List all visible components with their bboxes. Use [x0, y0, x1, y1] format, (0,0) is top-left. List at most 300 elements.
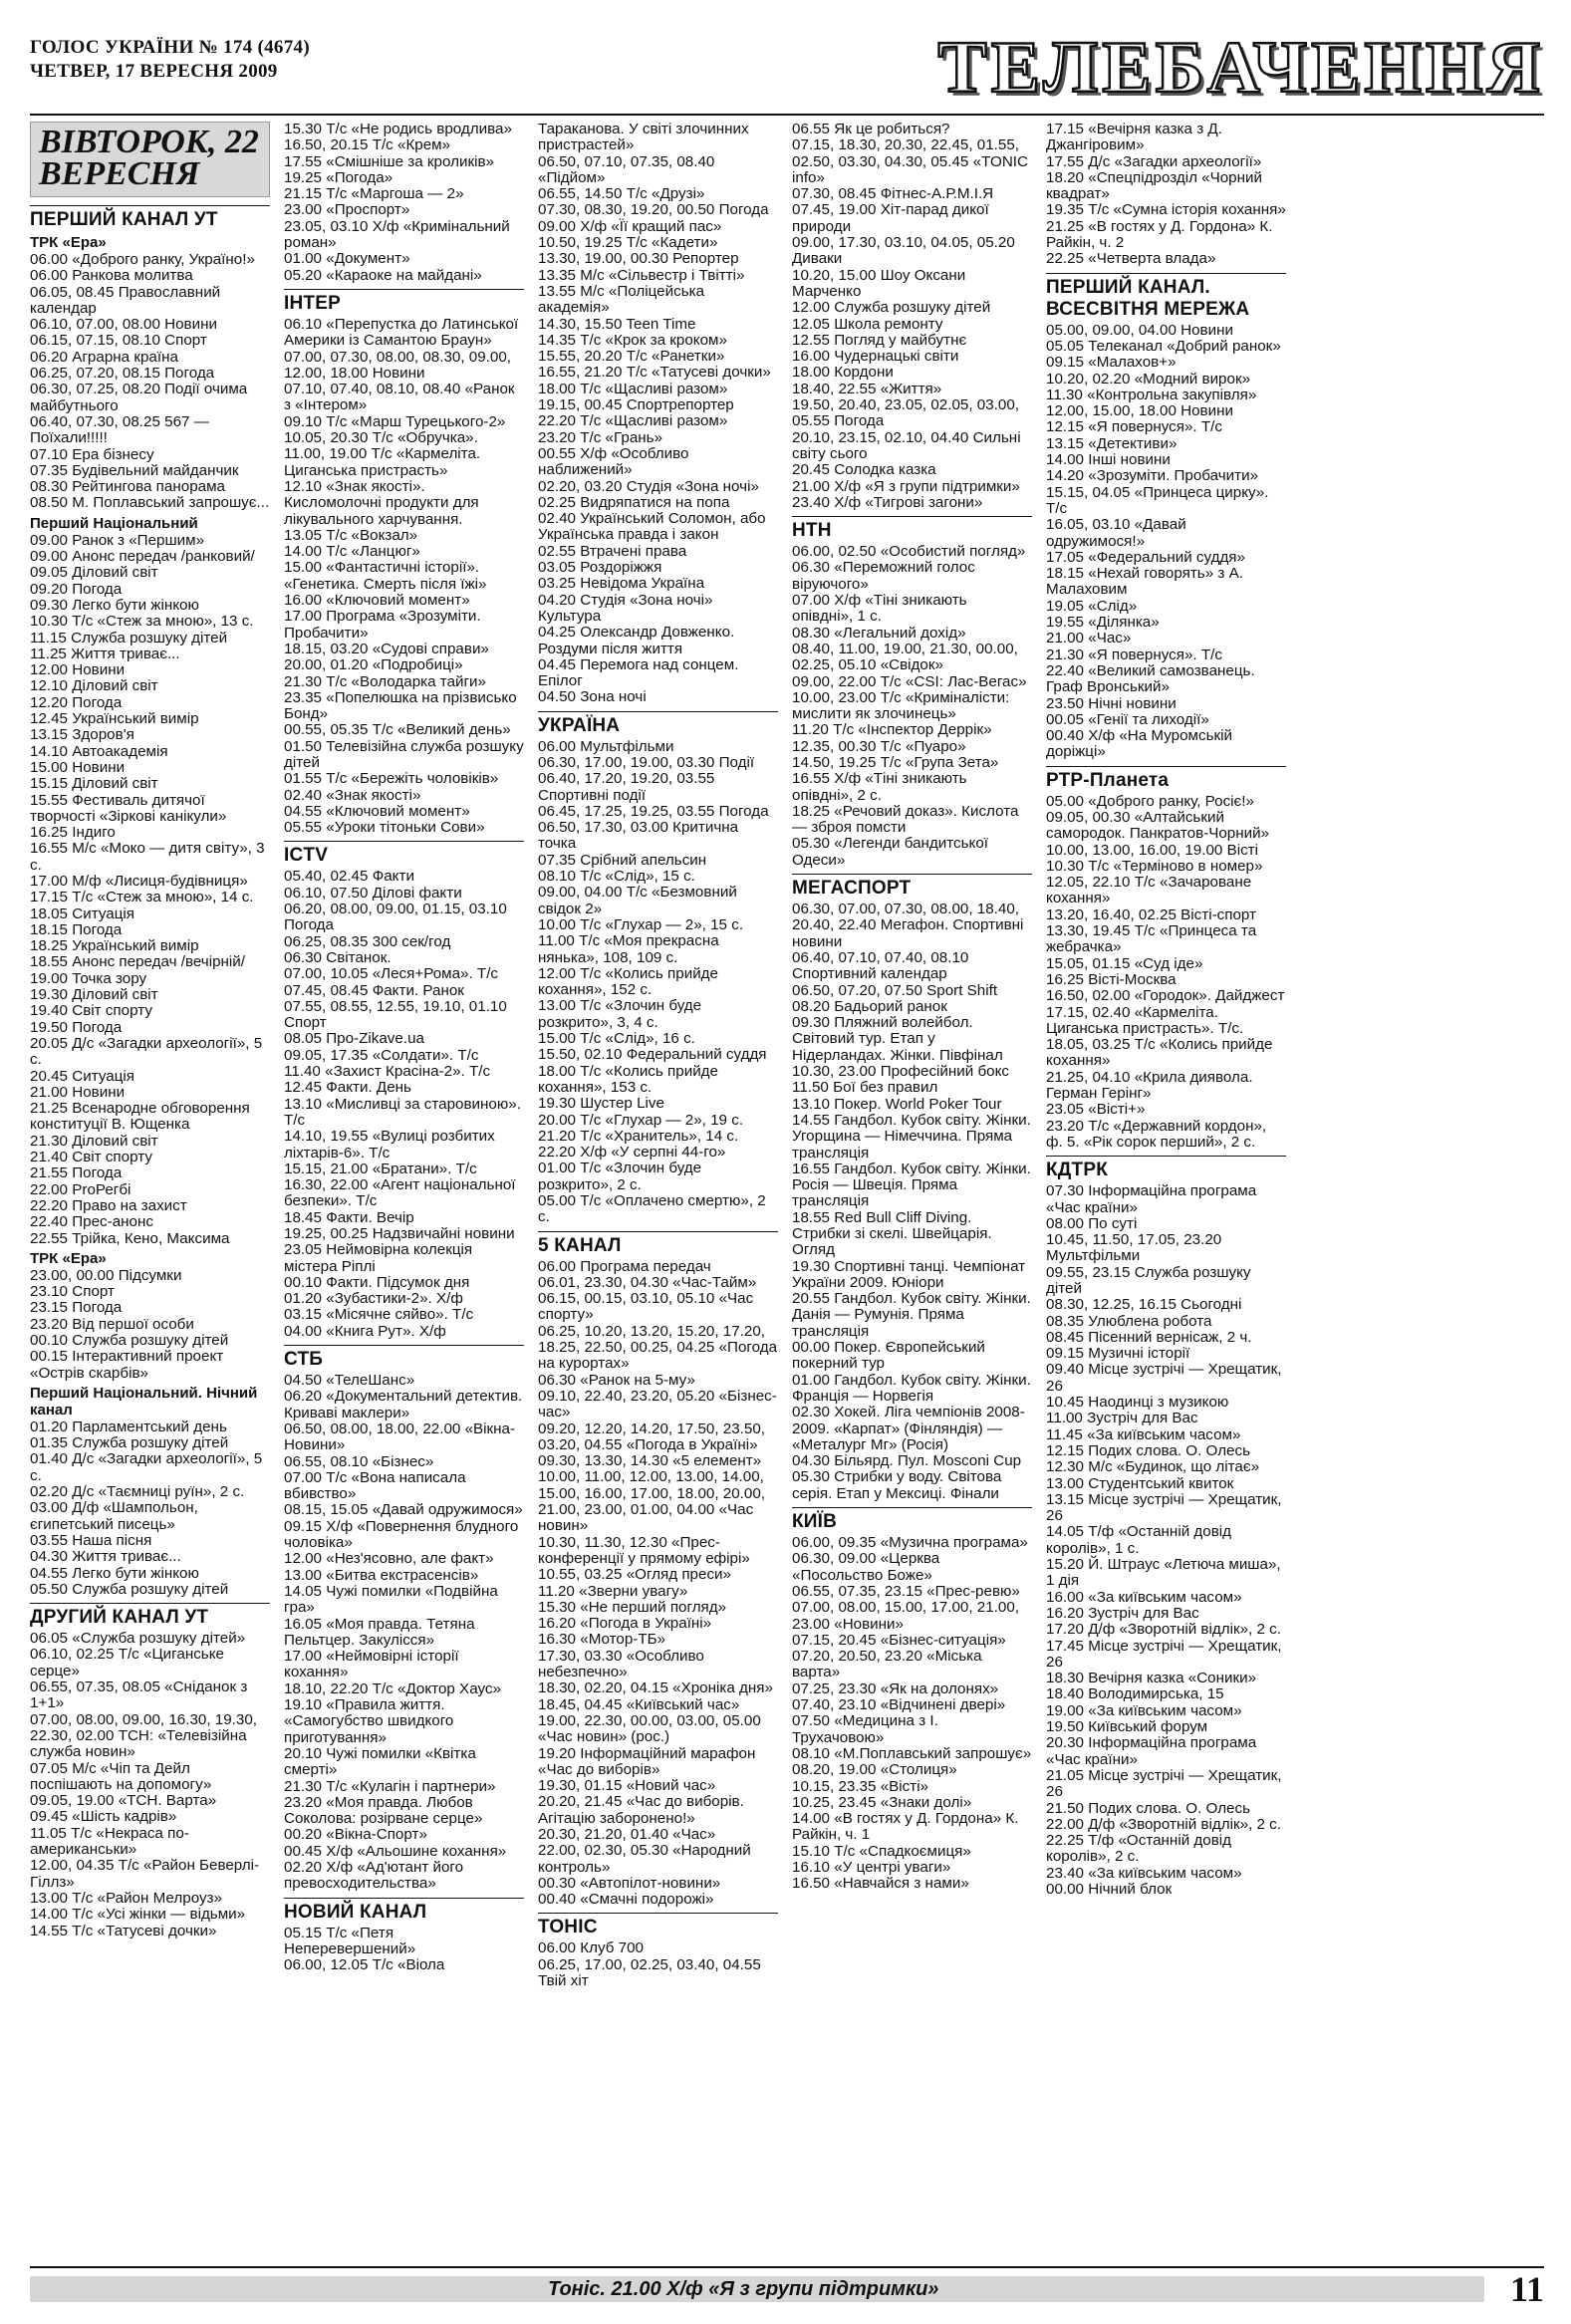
program-title: Трійка, Кено, Максима [72, 1229, 230, 1247]
program-title: Солодка казка [834, 461, 936, 479]
channel-heading: СТБ [284, 1345, 524, 1371]
airtime: 16.00 [792, 348, 831, 366]
airtime: 08.00 [1046, 1214, 1085, 1232]
program-title: Д/ф «Шампольон, єгипетський писець» [30, 1499, 198, 1533]
listing-entry [792, 479, 1032, 495]
listing-entry [1046, 1639, 1286, 1672]
program-title: Наша пісня [72, 1531, 152, 1549]
program-title: Пляжний волейбол. Світовий тур. Етап у Нідерландах. Жінки. Півфінал [792, 1014, 1003, 1064]
channel-heading: МЕГАСПОРТ [792, 874, 1032, 900]
airtime: 10.45 [1046, 1394, 1085, 1412]
program-title: Погода [72, 580, 123, 598]
listing-entry [30, 1712, 270, 1761]
program-title: Український вимір [72, 710, 199, 728]
airtime: 23.00, 00.00 [30, 1266, 115, 1284]
program-title: «Погода» [326, 168, 393, 186]
airtime: 18.15 [30, 920, 69, 938]
airtime: 04.00 [284, 1322, 323, 1340]
airtime: 05.15 [284, 1924, 323, 1941]
listing-entry [284, 804, 524, 820]
program-title: Т/с «Моя прекрасна нянька», 108, 109 с. [538, 932, 719, 966]
program-title: «Неймовірні історії кохання» [284, 1648, 459, 1681]
program-title: «Знак якості» [326, 786, 421, 804]
airtime: 16.50, 02.00 [1046, 987, 1131, 1005]
listing-entry [1046, 1330, 1286, 1346]
airtime: 07.15, 18.30, 20.30, 22.45, 01.55, 02.50, 03.30, 04.30, 05.45 [792, 136, 1020, 170]
airtime: 21.30 [1046, 646, 1085, 663]
program-title: «Легенди бандитської Одеси» [792, 835, 989, 869]
listing-entry [30, 1182, 270, 1198]
program-title: Репортер [672, 250, 739, 268]
listing-entry [1046, 647, 1286, 663]
airtime: 23.20 [30, 1315, 69, 1333]
program-title: Т/с «Бережіть чоловіків» [326, 770, 499, 788]
listing-entry [792, 1259, 1032, 1292]
airtime: 22.25 [1046, 1832, 1085, 1850]
airtime: 14.05 [284, 1582, 323, 1600]
airtime: 06.15, 07.15, 08.10 [30, 332, 160, 350]
listing-entry [30, 1679, 270, 1712]
program-title: Т/с «Віола [372, 1956, 445, 1974]
program-title: «Шість кадрів» [72, 1808, 177, 1826]
program-title: «TONIC info» [792, 152, 1028, 186]
airtime: 00.05 [1046, 710, 1085, 728]
listing-entry [538, 235, 778, 251]
airtime: 19.50, 20.40, 23.05, 02.05, 03.00, 05.55 [792, 396, 1020, 430]
program-title: Анонс передач /ранковий/ [72, 548, 255, 566]
listing-entry [284, 1746, 524, 1779]
program-title: Студія «Зона ночі» [626, 477, 759, 495]
program-title: «Речовий доказ». Кислота — зброя помсти [792, 802, 1019, 837]
program-title: Т/с «Грань» [580, 428, 663, 446]
program-title: Д/ф «Зворотній відлік», 2 с. [1088, 1621, 1281, 1639]
channel-heading: ТОНІС [538, 1913, 778, 1938]
airtime: 18.55 [792, 1208, 831, 1226]
program-title: «Проспорт» [326, 201, 410, 219]
program-title: Наодинці з музикою [1088, 1394, 1229, 1412]
listing-entry [284, 1275, 524, 1291]
listing-entry [538, 1324, 778, 1373]
airtime: 23.05 [1046, 1101, 1085, 1119]
listing-entry [538, 917, 778, 933]
listing-entry [30, 1907, 270, 1923]
airtime: 17.15 [1046, 122, 1085, 137]
listing-entry [30, 598, 270, 614]
listing-entry [30, 727, 270, 743]
page-number: 11 [1509, 2269, 1544, 2309]
listing-entry [284, 1307, 524, 1323]
listing-entry [792, 1453, 1032, 1469]
airtime: 04.50 [284, 1372, 323, 1390]
listing-entry [538, 1453, 778, 1469]
listing-entry [284, 966, 524, 982]
airtime: 10.50, 19.25 [538, 234, 623, 252]
program-title: Як це робиться? [834, 122, 950, 137]
program-title: Х/ф «Особливо наближений» [538, 444, 689, 479]
listing-entry [538, 1047, 778, 1063]
airtime: 17.00 [284, 608, 323, 626]
airtime: 06.00 [538, 1939, 577, 1957]
program-title: Срібний апельсин [580, 851, 707, 869]
program-title: Х/ф «Тіні зникають опівдні», 2 с. [792, 770, 967, 804]
listing-entry [284, 170, 524, 186]
airtime: 17.05 [1046, 548, 1085, 566]
listing-entry [1046, 1476, 1286, 1492]
listing-entry [284, 869, 524, 885]
listing-entry [284, 1242, 524, 1275]
airtime: 08.30 [792, 624, 831, 642]
airtime: 12.10 [30, 677, 69, 695]
program-title: Х/ф «Кримінальний роман» [284, 217, 510, 252]
airtime: 02.20 [284, 1858, 323, 1876]
program-title: «Свідок» [880, 656, 943, 674]
listing-entry [1046, 1232, 1286, 1265]
airtime: 09.20 [30, 580, 69, 598]
listing-entry [284, 382, 524, 414]
airtime: 07.05 [30, 1759, 69, 1777]
listing-entry [538, 1193, 778, 1226]
airtime: 00.40 [538, 1891, 577, 1909]
listing-entry [792, 1860, 1032, 1876]
listing-entry [30, 495, 270, 511]
program-title: Діловий світ [72, 775, 158, 793]
listing-entry [30, 825, 270, 841]
listing-entry [792, 1373, 1032, 1406]
program-title: Інші новини [1088, 451, 1171, 469]
program-title: Х/ф «У серпні 44-го» [580, 1144, 726, 1162]
airtime: 19.30 [538, 1095, 577, 1113]
airtime: 06.00, 12.05 [284, 1956, 369, 1974]
listing-entry [792, 690, 1032, 723]
airtime: 01.00 [538, 1160, 577, 1177]
program-title: «Вечірня казка з Д. Джангіровим» [1046, 122, 1222, 154]
listing-entry [284, 1470, 524, 1503]
program-title: 567 — Поїхали!!!!! [30, 412, 209, 447]
listing-entry [1046, 728, 1286, 761]
listing-entry [1046, 251, 1286, 267]
listing-entry [30, 1085, 270, 1101]
program-title: Діловий світ [72, 677, 158, 695]
listing-entry [538, 657, 778, 690]
listing-entry [792, 1762, 1032, 1778]
airtime: 08.20 [792, 997, 831, 1015]
listing-entry [538, 755, 778, 771]
listing-entry [792, 1633, 1032, 1649]
airtime: 15.10 [792, 1842, 831, 1860]
program-title: Неймовірна колекція містера Ріплі [284, 1241, 473, 1275]
program-title: «Детективи» [1088, 434, 1178, 452]
airtime: 13.35 [538, 266, 577, 284]
program-title: Інформаційний марафон «Час до виборів» [538, 1744, 756, 1778]
program-title: Т/ф «Останній довід королів», 2 с. [1046, 1832, 1232, 1866]
program-title: Події очима майбутнього [30, 381, 248, 414]
airtime: 12.00 [284, 1550, 323, 1568]
airtime: 07.10 [30, 445, 69, 463]
airtime: 06.30 [792, 559, 831, 577]
listing-entry [792, 739, 1032, 755]
airtime: 04.25 [538, 624, 577, 642]
listing-entry [538, 1827, 778, 1843]
airtime: 10.00, 23.00 [792, 688, 877, 706]
listing-entry [538, 1259, 778, 1275]
listing-entry [284, 674, 524, 690]
airtime: 16.05, 03.10 [1046, 516, 1131, 534]
listing-entry [30, 1150, 270, 1165]
listing-entry [538, 154, 778, 187]
listing-entry [284, 1324, 524, 1340]
program-title: ProРегбі [72, 1180, 131, 1198]
program-title: Православний календар [30, 283, 221, 317]
listing-entry [792, 495, 1032, 511]
airtime: 06.10, 07.00, 08.00 [30, 316, 160, 334]
listing-entry [792, 1210, 1032, 1259]
program-title: Т/с «Кулагін і партнери» [326, 1777, 496, 1795]
masthead-rule [30, 114, 1544, 116]
program-title: М/с «Моко — дитя світу», 3 с. [30, 840, 265, 874]
listing-entry [1046, 663, 1286, 696]
airtime: 00.55 [538, 444, 577, 462]
program-title: «Час до виборів. Агітацію заборонено!» [538, 1793, 744, 1827]
listing-entry [792, 300, 1032, 316]
channel-heading: РТР-Планета [1046, 766, 1286, 792]
listing-entry [1046, 122, 1286, 154]
airtime: 06.15, 00.15, 03.10, 05.10 [538, 1290, 715, 1308]
program-title: Програма передач [580, 1257, 711, 1275]
listing-entry [1046, 1346, 1286, 1362]
airtime: 12.55 [792, 331, 831, 349]
airtime: 23.10 [30, 1283, 69, 1301]
airtime: 09.00 [538, 217, 577, 235]
listing-entry [538, 1746, 778, 1779]
airtime: 14.55 [792, 1111, 831, 1129]
program-title: Факти. День [326, 1079, 411, 1097]
airtime: 09.45 [30, 1808, 69, 1826]
listing-entry [538, 1940, 778, 1956]
listing-entry [1046, 323, 1286, 339]
airtime: 20.45 [30, 1067, 69, 1085]
program-title: «Ранок на 5-му» [580, 1371, 695, 1389]
airtime: 11.25 [30, 645, 67, 662]
airtime: 16.25 [30, 824, 69, 842]
program-title: Teen Time [626, 315, 696, 333]
program-title: «Вікна-Спорт» [326, 1826, 427, 1844]
listing-entry [538, 511, 778, 544]
listing-entry [284, 268, 524, 284]
airtime: 12.00 [30, 661, 69, 679]
listing-entry [1046, 843, 1286, 859]
listing-entry [538, 495, 778, 511]
listing-entry [1046, 1735, 1286, 1768]
program-title: Погода [284, 916, 334, 934]
listing-entry [30, 1284, 270, 1300]
program-title: Шоу Оксани Марченко [792, 266, 966, 300]
program-title: Новини [72, 661, 126, 679]
footer-promo: Тоніс. 21.00 Х/ф «Я з групи підтримки» [548, 2278, 939, 2300]
listing-entry [284, 154, 524, 170]
listing-entry [30, 678, 270, 694]
program-title: «Давай одружимося» [372, 1501, 523, 1519]
listing-entry [1046, 1866, 1286, 1882]
airtime: 00.20 [284, 1826, 323, 1844]
airtime: 19.20 [538, 1744, 577, 1762]
airtime: 19.50 [1046, 1718, 1085, 1736]
listing-entry [284, 1502, 524, 1518]
airtime: 06.50, 07.10, 07.35, 08.40 [538, 152, 715, 170]
program-title: «Бізнес» [372, 1452, 434, 1470]
program-title: Т/с «Кармеліта. Циганська пристрасть» [284, 445, 481, 479]
listing-entry [284, 1097, 524, 1130]
listing-entry [284, 1210, 524, 1226]
program-title: «Погода в Україні» [626, 1435, 758, 1453]
airtime: 22.20 [30, 1196, 69, 1214]
program-title: Події [718, 753, 755, 771]
airtime: 06.25, 17.00, 02.25, 03.40, 04.55 [538, 1955, 761, 1973]
program-title: «ТелеШанс» [326, 1372, 415, 1390]
listing-entry [30, 1134, 270, 1150]
program-title: Життя триває... [72, 1548, 181, 1566]
listing-entry [30, 1165, 270, 1181]
airtime: 10.30, 11.30, 12.30 [538, 1533, 667, 1551]
program-title: «Знак якості». Кисломолочні продукти для лікувального харчування. [284, 477, 479, 528]
airtime: 12.15 [1046, 1441, 1085, 1459]
listing-entry [30, 1268, 270, 1284]
listing-entry [284, 657, 524, 673]
channel-subheading: Перший Національний [30, 514, 198, 532]
airtime: 04.45 [538, 655, 577, 673]
airtime: 00.30 [538, 1874, 577, 1892]
airtime: 02.30 [792, 1404, 831, 1421]
program-title: Зустріч для Вас [1088, 1604, 1199, 1622]
airtime: 18.55 [30, 953, 69, 971]
program-title: «Особистий погляд» [880, 543, 1026, 561]
airtime: 12.00, 04.35 [30, 1857, 115, 1875]
program-title: «Час-Тайм» [672, 1273, 757, 1291]
listing-entry [284, 446, 524, 479]
airtime: 01.55 [284, 770, 323, 788]
listing-entry [284, 1957, 524, 1973]
airtime: 06.55, 07.35, 08.05 [30, 1678, 160, 1696]
program-title: Ситуація [72, 1067, 134, 1085]
airtime: 15.55 [30, 791, 69, 809]
listing-entry [1046, 1590, 1286, 1606]
listing-entry [792, 560, 1032, 593]
airtime: 07.00, 08.00, 09.00, 16.30, 19.30, 22.30, 02.00 [30, 1710, 258, 1744]
listing-entry [1046, 1427, 1286, 1443]
airtime: 16.55 [30, 840, 69, 858]
airtime: 15.00 [30, 758, 69, 776]
listing-entry [538, 1843, 778, 1876]
program-title: Програма «Зрозуміти. Пробачити» [284, 608, 481, 642]
airtime: 09.05, 19.00 [30, 1792, 115, 1810]
program-title: Спортивні події [538, 786, 647, 804]
listing-entry [538, 560, 778, 576]
airtime: 22.40 [1046, 661, 1085, 679]
listing-entry [538, 1389, 778, 1421]
airtime: 05.40, 02.45 [284, 868, 369, 886]
listing-entry [284, 1649, 524, 1681]
listing-entry [284, 999, 524, 1032]
program-title: «Слід» [1088, 597, 1138, 615]
listing-entry [284, 1421, 524, 1454]
program-title: «Автопілот-новини» [580, 1874, 721, 1892]
airtime: 16.50, 20.15 [284, 136, 369, 154]
airtime: 19.30 [30, 986, 69, 1004]
channel-subheading: Перший Національний. Нічний канал [30, 1384, 258, 1419]
program-title: Т/с «Колись прийде кохання» [1046, 1036, 1273, 1070]
page-footer [30, 2266, 1544, 2308]
airtime: 06.30, 09.00 [792, 1550, 877, 1568]
airtime: 01.00 [792, 1371, 831, 1389]
listing-entry [1046, 1216, 1286, 1232]
newspaper-issue: ГОЛОС УКРАЇНИ № 174 (4674) [30, 37, 310, 58]
listing-entry [792, 365, 1032, 381]
airtime: 17.20 [1046, 1621, 1085, 1639]
airtime: 16.05 [284, 1615, 323, 1633]
program-title: Т/с «Криміналісти: мислити як злочинець» [792, 688, 1010, 723]
listing-entry [1046, 436, 1286, 452]
listing-entry [30, 614, 270, 630]
channel-heading: НОВИЙ КАНАЛ [284, 1898, 524, 1924]
program-title: «Підйом» [538, 168, 606, 186]
listing-entry [792, 1551, 1032, 1584]
program-title: Ранок з «Першим» [72, 531, 205, 549]
airtime: 22.55 [30, 1229, 69, 1247]
listing-entry [792, 1876, 1032, 1892]
listing-entry [538, 1096, 778, 1112]
listing-entry [30, 285, 270, 318]
program-title: Служба розшуку дітей [72, 1332, 229, 1349]
airtime: 00.55, 05.35 [284, 721, 369, 739]
airtime: 22.00 [1046, 1815, 1085, 1833]
program-title: «Час новин» [538, 1501, 754, 1535]
program-title: «Малахов+» [1088, 354, 1177, 372]
program-title: Новини [372, 364, 425, 382]
listing-entry [284, 1389, 524, 1421]
airtime: 06.55 [792, 122, 831, 137]
airtime: 11.00 [1046, 1410, 1083, 1427]
airtime: 23.00 [284, 201, 323, 219]
program-title: Т/с «Ранетки» [626, 348, 725, 366]
channel-heading: НТН [792, 516, 1032, 542]
program-title: Т/с «Циганське серце» [30, 1646, 224, 1679]
airtime: 01.40 [30, 1450, 69, 1468]
program-title: Тараканова. У світі злочинних пристрастей» [538, 122, 749, 154]
listing-entry [284, 430, 524, 446]
listing-entry [1046, 387, 1286, 403]
channel-heading: ПЕРШИЙ КАНАЛ УТ [30, 205, 270, 231]
airtime: 16.20 [1046, 1604, 1085, 1622]
program-title: «Час спорту» [538, 1290, 754, 1324]
listing-entry [284, 1064, 524, 1080]
listing-entry [30, 479, 270, 495]
program-title: Т/с «Глухар — 2», 19 с. [580, 1111, 744, 1129]
program-title: Мегафон. Спортивні новини [792, 916, 1024, 950]
airtime: 20.45 [792, 461, 831, 479]
airtime: 00.40 [1046, 727, 1085, 745]
airtime: 09.20, 12.20, 14.20, 17.50, 23.50, 03.20, 04.55 [538, 1420, 766, 1453]
airtime: 19.00, 22.30, 00.00, 03.00, 05.00 [538, 1711, 761, 1729]
listing-entry [1046, 1833, 1286, 1866]
listing-entry [30, 987, 270, 1003]
program-title: «Солдати». Т/с [372, 1046, 479, 1064]
listing-entry [30, 1420, 270, 1435]
program-title: Новини [72, 758, 126, 776]
airtime: 05.00 [1046, 792, 1085, 810]
airtime: 10.25, 23.45 [792, 1793, 877, 1811]
listing-entry [30, 333, 270, 349]
program-title: Пісенний вернісаж, 2 ч. [1088, 1328, 1252, 1346]
listing-entry [538, 1275, 778, 1291]
